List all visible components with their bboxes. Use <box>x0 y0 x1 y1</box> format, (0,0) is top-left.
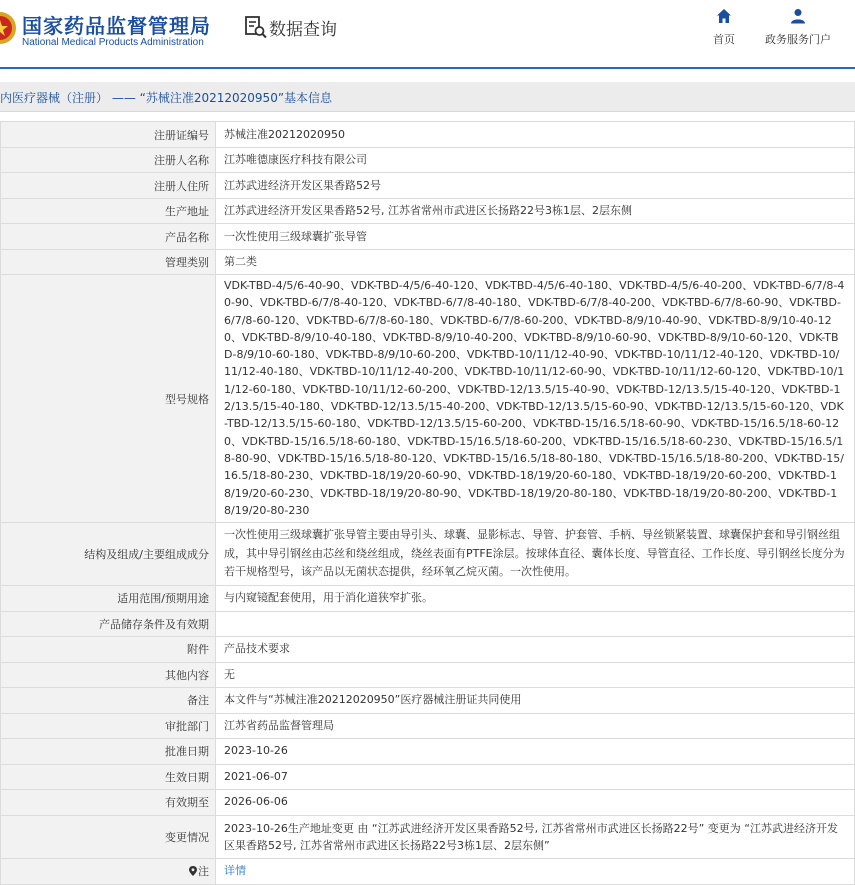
field-label: 注册证编号 <box>1 122 216 148</box>
field-label: 产品名称 <box>1 224 216 250</box>
nav-home-label: 首页 <box>713 33 735 46</box>
row-change-history <box>1 815 855 858</box>
row-approval-date <box>1 738 855 764</box>
field-label: 附件 <box>1 636 216 662</box>
field-value: 本文件与“苏械注准20212020950”医疗器械注册证共同使用 <box>216 687 855 713</box>
row-attachment <box>1 636 855 662</box>
registration-info-table <box>0 121 855 885</box>
field-label: 变更情况 <box>1 815 216 858</box>
row-remarks <box>1 687 855 713</box>
field-value: 2023-10-26 <box>216 738 855 764</box>
record-title-bar <box>0 82 855 112</box>
field-value: 江苏唯德康医疗科技有限公司 <box>216 148 855 173</box>
nav-home[interactable] <box>684 8 764 47</box>
site-header <box>0 0 855 68</box>
row-effective-date <box>1 764 855 789</box>
field-label: 注册人住所 <box>1 173 216 199</box>
emblem-icon <box>0 10 18 46</box>
row-expiry-date <box>1 789 855 815</box>
nav-service-portal-label: 政务服务门户 <box>765 33 831 46</box>
row-intended-use <box>1 585 855 611</box>
field-value: VDK-TBD-4/5/6-40-90、VDK-TBD-4/5/6-40-120、VDK-TBD-4/5/6-40-180、VDK-TBD-4/5/6-40-200、VDK-TBD-6/7/8-40-90、VDK-TBD-6/7/8-40-120、VDK-TBD-6/7/8-40-180、VDK-TBD-6/7/8-40-200、VDK-TBD-6/7/8-60-90、VDK-TBD-6/7/8-60-120、VDK-TBD-6/7/8-60-180、VDK-TBD-6/7/8-60-200、VDK-TBD-8/9/10-40-90、VDK-TBD-8/9/10-40-120、VDK-TBD-8/9/10-40-180、VDK-TBD-8/9/10-40-200、VDK-TBD-8/9/10-60-90、VDK-TBD-8/9/10-60-120、VDK-TBD-8/9/10-60-180、VDK-TBD-8/9/10-60-200、VDK-TBD-10/11/12-40-90、VDK-TBD-10/11/12-40-120、VDK-TBD-10/11/12-40-180、VDK-TBD-10/11/12-40-200、VDK-TBD-10/11/12-60-90、VDK-TBD-10/11/12-60-120、VDK-TBD-10/11/12-60-180、VDK-TBD-10/11/12-60-200、VDK-TBD-12/13.5/15-40-90、VDK-TBD-12/13.5/15-40-120、VDK-TBD-12/13.5/15-40-180、VDK-TBD-12/13.5/15-40-200、VDK-TBD-12/13.5/15-60-90、VDK-TBD-12/13.5/15-60-120、VDK-TBD-12/13.5/15-60-180、VDK-TBD-12/13.5/15-60-200、VDK-TBD-15/16.5/18-60-90、VDK-TBD-15/16.5/18-60-120、VDK-TBD-15/16.5/18-60-180、VDK-TBD-15/16.5/18-60-200、VDK-TBD-15/16.5/18-60-230、VDK-TBD-15/16.5/18-80-90、VDK-TBD-15/16.5/18-80-120、VDK-TBD-15/16.5/18-80-180、VDK-TBD-15/16.5/18-80-200、VDK-TBD-15/16.5/18-80-230、VDK-TBD-18/19/20-60-90、VDK-TBD-18/19/20-60-180、VDK-TBD-18/19/20-60-200、VDK-TBD-18/19/20-60-230、VDK-TBD-18/19/20-80-90、VDK-TBD-18/19/20-80-180、VDK-TBD-18/19/20-80-200、VDK-TBD-18/19/20-80-230 <box>216 275 855 523</box>
field-label: 其他内容 <box>1 662 216 687</box>
field-value: 一次性使用三级球囊扩张导管主要由导引头、球囊、显影标志、导管、护套管、手柄、导丝锁紧装置、球囊保护套和导引钢丝组成，其中导引钢丝由芯丝和绕丝组成，绕丝表面有PTFE涂层。按球体直径、囊体长度、导管直径、工作长度、导引钢丝长度分为若干规格型号，该产品以无菌状态提供，经环氧乙烷灭菌。一次性使用。 <box>216 523 855 586</box>
row-storage-conditions <box>1 611 855 636</box>
field-value: 江苏武进经济开发区果香路52号 <box>216 173 855 199</box>
row-management-category <box>1 250 855 275</box>
field-label: 批准日期 <box>1 738 216 764</box>
field-value: 江苏省药品监督管理局 <box>216 713 855 738</box>
row-registrant-name <box>1 148 855 173</box>
home-icon <box>716 8 732 24</box>
user-icon <box>790 8 806 24</box>
field-value: 2026-06-06 <box>216 789 855 815</box>
field-label: 审批部门 <box>1 713 216 738</box>
logo-title-cn: 国家药品监督管理局 <box>22 14 211 38</box>
field-value: 第二类 <box>216 250 855 275</box>
note-icon <box>189 866 197 876</box>
field-label: 产品储存条件及有效期 <box>1 611 216 636</box>
field-label-note <box>1 858 216 884</box>
field-value <box>216 611 855 636</box>
field-label: 生产地址 <box>1 199 216 224</box>
row-other-content <box>1 662 855 687</box>
record-title: 内医疗器械（注册） —— “苏械注准20212020950”基本信息 <box>0 91 333 105</box>
field-label: 管理类别 <box>1 250 216 275</box>
nmpa-logo[interactable] <box>0 4 215 54</box>
field-value: 2021-06-07 <box>216 764 855 789</box>
row-note <box>1 858 855 884</box>
field-label: 有效期至 <box>1 789 216 815</box>
field-label: 型号规格 <box>1 275 216 523</box>
field-label: 注册人名称 <box>1 148 216 173</box>
field-value: 无 <box>216 662 855 687</box>
field-value: 一次性使用三级球囊扩张导管 <box>216 224 855 250</box>
field-value: 2023-10-26生产地址变更 由 “江苏武进经济开发区果香路52号, 江苏省常州市武进区长扬路22号” 变更为 “江苏武进经济开发区果香路52号, 江苏省常州市武进区长扬路22号3栋1层、2层东侧” <box>216 815 855 858</box>
row-model-specification <box>1 275 855 523</box>
field-value: 产品技术要求 <box>216 636 855 662</box>
row-structure-composition <box>1 523 855 586</box>
header-divider <box>0 67 855 69</box>
detail-link[interactable]: 详情 <box>224 864 246 878</box>
field-value: 江苏武进经济开发区果香路52号, 江苏省常州市武进区长扬路22号3栋1层、2层东侧 <box>216 199 855 224</box>
row-registration-number <box>1 122 855 148</box>
field-label: 生效日期 <box>1 764 216 789</box>
row-production-address <box>1 199 855 224</box>
row-product-name <box>1 224 855 250</box>
nav-service-portal[interactable] <box>758 8 838 47</box>
field-value: 苏械注准20212020950 <box>216 122 855 148</box>
field-label: 结构及组成/主要组成成分 <box>1 523 216 586</box>
note-label-text: 注 <box>198 865 209 879</box>
field-label: 适用范围/预期用途 <box>1 585 216 611</box>
row-approval-department <box>1 713 855 738</box>
search-document-icon <box>244 15 268 39</box>
logo-title-en: National Medical Products Administration <box>22 37 204 48</box>
field-label: 备注 <box>1 687 216 713</box>
field-value: 与内窥镜配套使用，用于消化道狭窄扩张。 <box>216 585 855 611</box>
data-query-label: 数据查询 <box>269 20 337 40</box>
row-registrant-address <box>1 173 855 199</box>
field-value-note <box>216 858 855 884</box>
